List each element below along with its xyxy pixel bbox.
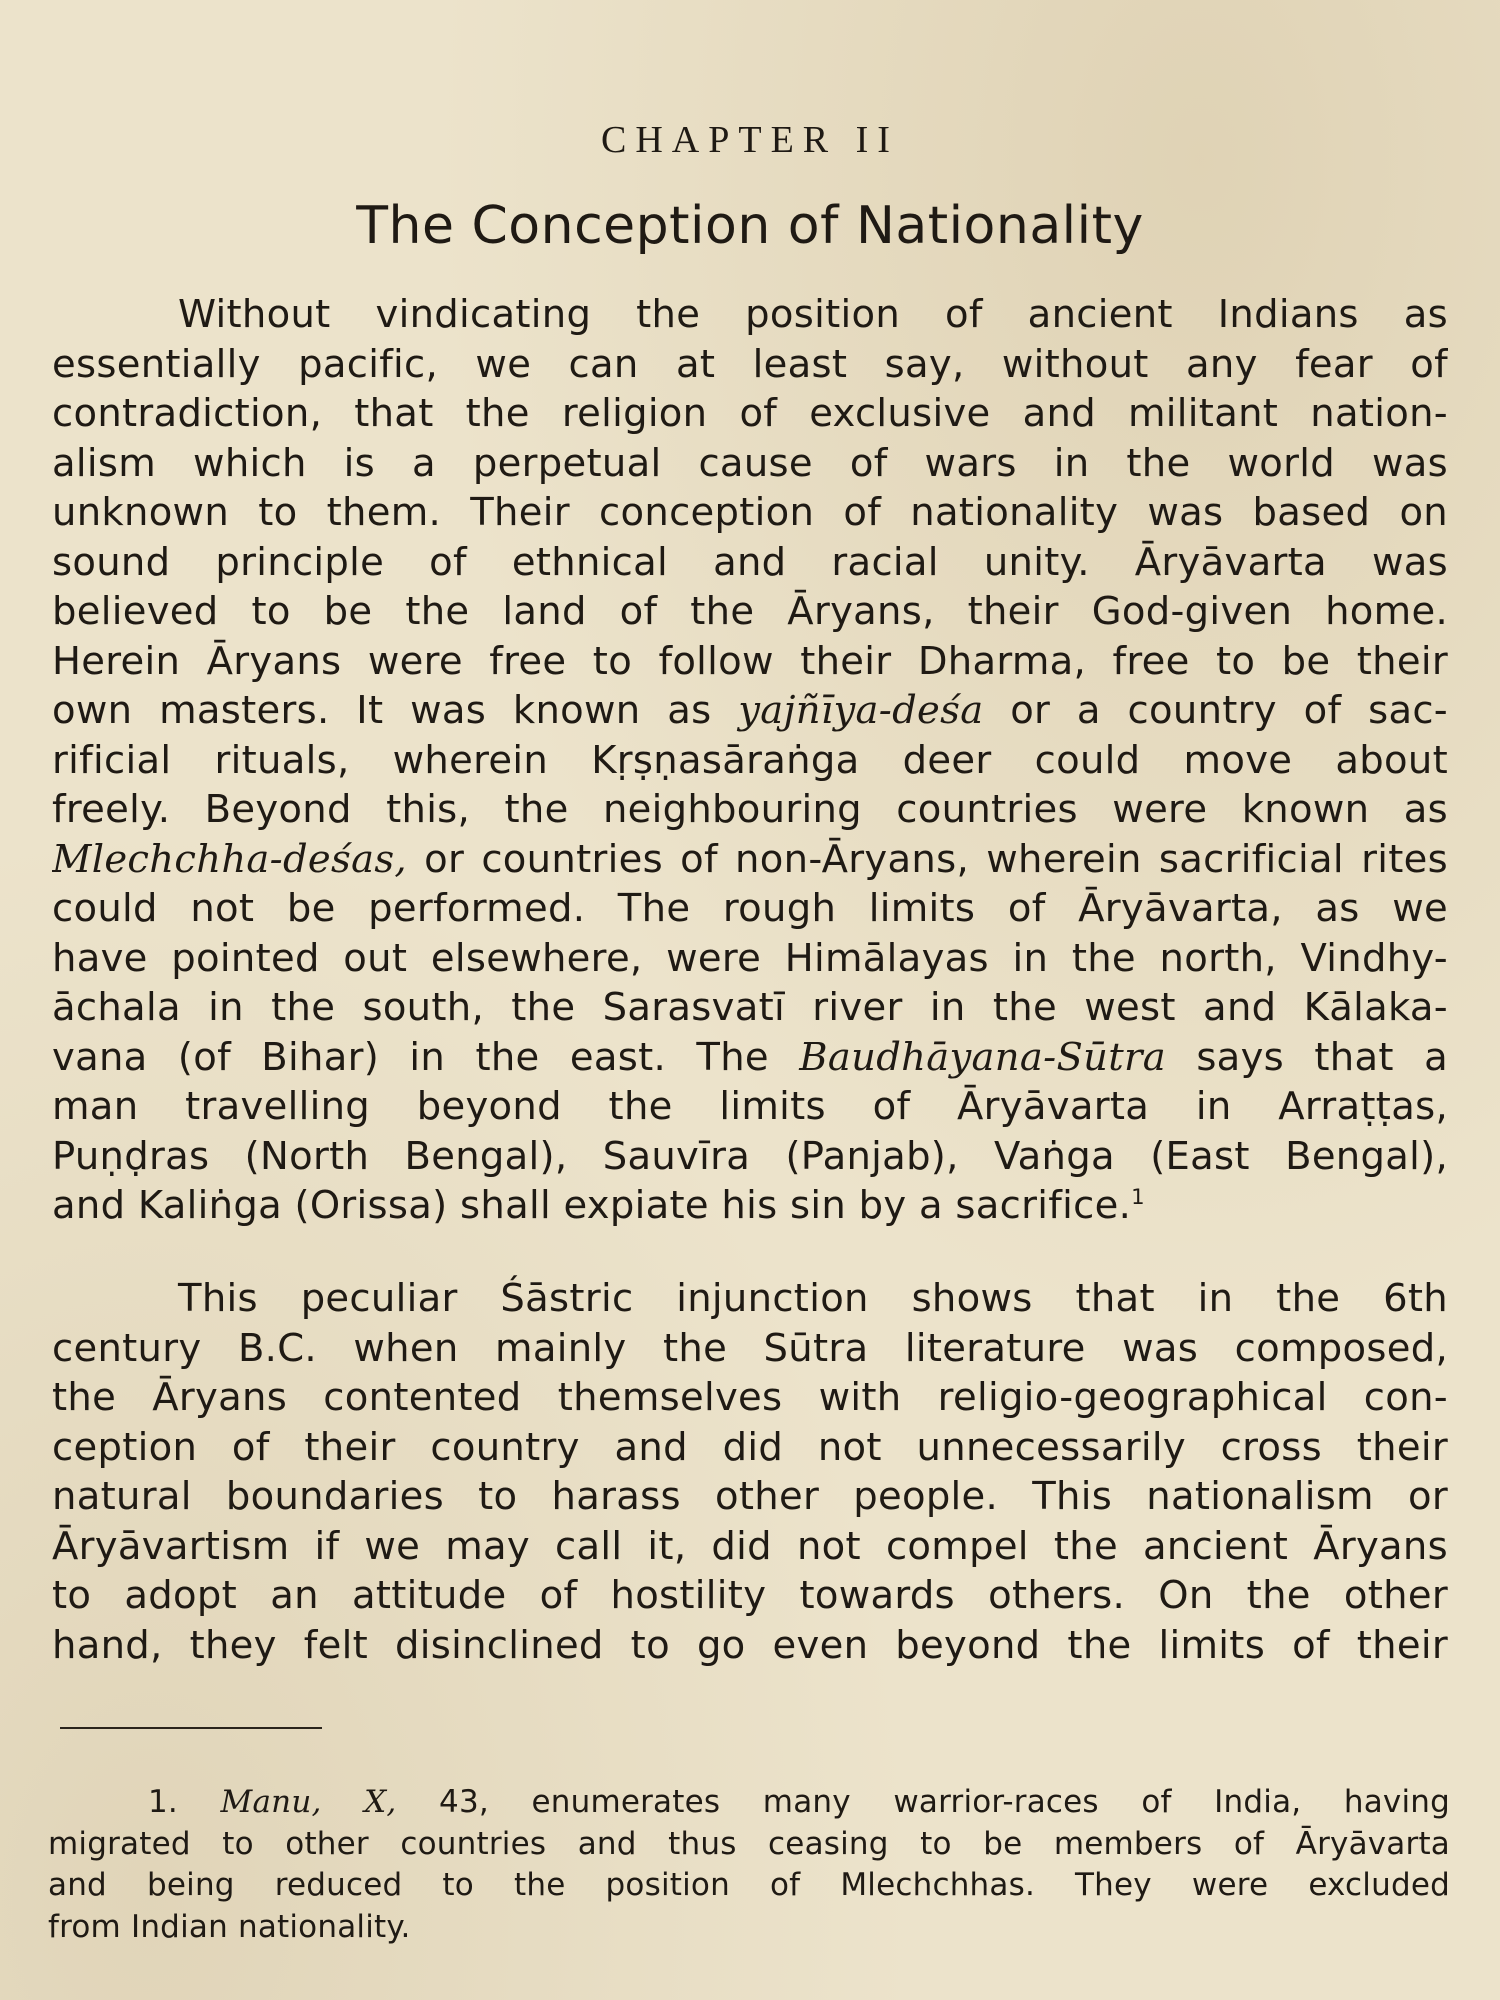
footnote-line: and being reduced to the position of Mlechchhas. They were excluded: [48, 1867, 1450, 1903]
text-line: Without vindicating the position of ancient Indians as: [178, 292, 1448, 337]
text-line: century B.C. when mainly the Sūtra literature was composed,: [52, 1325, 1448, 1371]
text-fragment: or countries of non-Āryans, wherein sacrificial rites: [406, 836, 1448, 882]
text-line: believed to be the land of the Āryans, their God-given home.: [52, 589, 1448, 634]
text-fragment: says that a: [1165, 1034, 1448, 1080]
footnote-line: from Indian nationality.: [48, 1908, 411, 1945]
text-line: [52, 686, 1448, 736]
chapter-label: CHAPTER II: [601, 119, 899, 161]
text-line: man travelling beyond the limits of Āryāvarta in Arraṭṭas,: [52, 1084, 1448, 1129]
text-fragment: own masters. It was known as: [52, 688, 739, 733]
text-line: [52, 1181, 1448, 1231]
text-line: natural boundaries to harass other people. This nationalism or: [52, 1474, 1448, 1519]
footnote-marker: 1: [1131, 1184, 1145, 1210]
text-line: rificial rituals, wherein Kṛṣṇasāraṅga deer could move about: [52, 737, 1448, 783]
paragraph-2: [52, 1274, 1448, 1670]
text-line: [52, 835, 1448, 885]
chapter-title: The Conception of Nationality: [356, 196, 1144, 256]
text-fragment: 43, enumerates many warrior-races of India, having: [396, 1784, 1450, 1820]
text-fragment: vana (of Bihar) in the east. The: [52, 1034, 800, 1080]
text-line: āchala in the south, the Sarasvatī river in the west and Kālaka-: [52, 985, 1448, 1030]
text-line: Āryāvartism if we may call it, did not compel the ancient Āryans: [52, 1523, 1448, 1569]
text-line: the Āryans contented themselves with religio-geographical con-: [52, 1375, 1448, 1420]
footnote-number: 1.: [148, 1784, 221, 1820]
text-line: This peculiar Śāstric injunction shows that in the 6th: [178, 1276, 1448, 1321]
text-line: essentially pacific, we can at least say, without any fear of: [52, 341, 1448, 387]
text-line: sound principle of ethnical and racial unity. Āryāvarta was: [52, 539, 1448, 585]
italic-term: yajñīya-deśa: [738, 688, 984, 733]
text-line: [52, 1033, 1448, 1083]
text-line: have pointed out elsewhere, were Himālayas in the north, Vindhy-: [52, 935, 1448, 981]
text-line: alism which is a perpetual cause of wars in the world was: [52, 440, 1448, 486]
italic-term: Mlechchha-deśas,: [52, 836, 407, 882]
paragraph-1: [52, 290, 1448, 1231]
footnote-divider: [60, 1727, 322, 1729]
text-fragment: and Kaliṅga (Orissa) shall expiate his sin by a sacrifice.: [52, 1183, 1132, 1228]
text-line: Puṇḍras (North Bengal), Sauvīra (Panjab), Vaṅga (East Bengal),: [52, 1133, 1448, 1179]
text-line: contradiction, that the religion of exclusive and militant nation-: [52, 391, 1448, 436]
text-line: unknown to them. Their conception of nationality was based on: [52, 490, 1448, 535]
footnote-line: migrated to other countries and thus ceasing to be members of Āryāvarta: [48, 1825, 1450, 1862]
footnote-line: [48, 1782, 1450, 1824]
text-line: freely. Beyond this, the neighbouring countries were known as: [52, 787, 1448, 832]
italic-term: Baudhāyana-Sūtra: [799, 1034, 1166, 1080]
text-line: could not be performed. The rough limits of Āryāvarta, as we: [52, 886, 1448, 931]
text-line: ception of their country and did not unnecessarily cross their: [52, 1424, 1448, 1470]
text-fragment: or a country of sac-: [983, 688, 1448, 733]
text-line: hand, they felt disinclined to go even beyond the limits of their: [52, 1622, 1448, 1668]
footnote: [48, 1782, 1450, 1948]
italic-term: Manu, X,: [220, 1784, 397, 1820]
text-line: Herein Āryans were free to follow their Dharma, free to be their: [52, 638, 1448, 684]
text-line: to adopt an attitude of hostility towards others. On the other: [52, 1573, 1448, 1618]
